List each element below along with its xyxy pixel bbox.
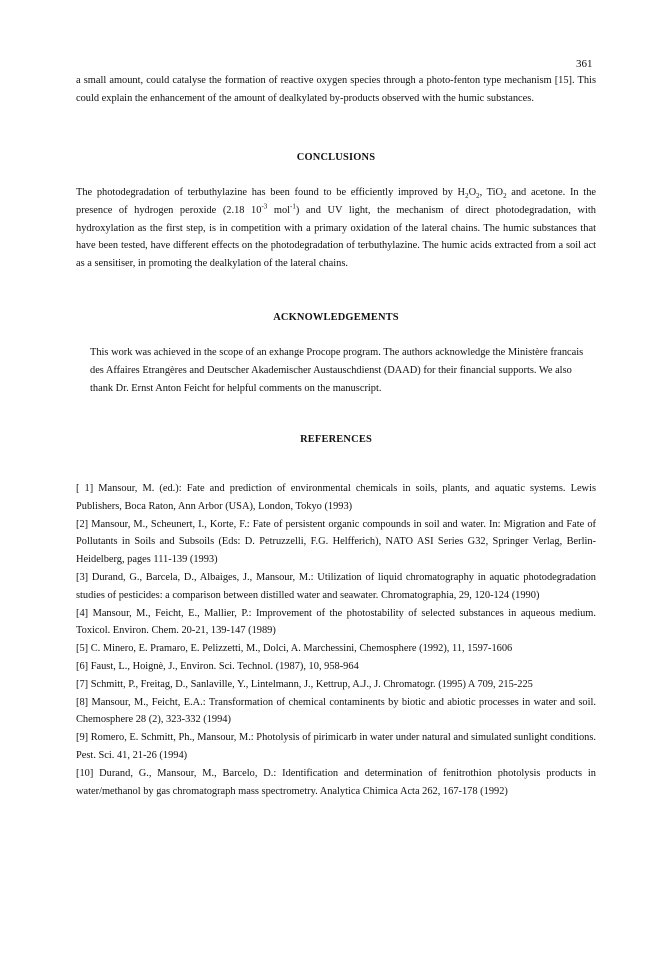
conclusions-paragraph: [76, 184, 596, 273]
subscript: 2: [476, 192, 480, 201]
subscript: 2: [465, 192, 469, 201]
reference-item: [5] C. Minero, E. Pramaro, E. Pelizzetti, M., Dolci, A. Marchessini, Chemosphere (1992), 11, 1597-1606: [76, 643, 513, 655]
conclusions-text-1: The photodegradation of terbuthylazine has been found to be efficiently improved by H: [76, 187, 466, 198]
reference-item: [7] Schmitt, P., Freitag, D., Sanlaville, Y., Lintelmann, J., Kettrup, A.J., J. Chromatogr. (1995) A 709, 215-225: [76, 678, 533, 690]
conclusions-heading: CONCLUSIONS: [296, 152, 376, 163]
reference-item: [10] Durand, G., Mansour, M., Barcelo, D.: Identification and determination of fenitrothion photolysis products in water/methanol by gas chromatograph mass spectrometry. Analytica Chimica Acta 262, 167-178 (1992): [76, 767, 596, 797]
intro-paragraph: a small amount, could catalyse the formation of reactive oxygen species through a photo-fenton type mechanism [15]. This could explain the enhancement of the amount of dealkylated by-products observed with the humic substances.: [76, 75, 596, 104]
conclusions-text-6: ) and UV light, the mechanism of direct photodegradation, with hydroxylation as the first step, is in competition with a primary oxidation of the lateral chains. The humic substances that have been tested, have different effects on the photodegradation of terbuthylazine. The humic acids extracted from a soil act as a sensitiser, in promoting the dealkylation of the lateral chains.: [76, 204, 596, 270]
reference-item: [ 1] Mansour, M. (ed.): Fate and prediction of environmental chemicals in soils, plants, and aquatic systems. Lewis Publishers, Boca Raton, Ann Arbor (USA), London, Tokyo (1993): [76, 483, 596, 512]
conclusions-text-4: and acetone. In the presence of hydrogen peroxide (2.18 10: [76, 187, 596, 216]
acknowledgements-heading: ACKNOWLEDGEMENTS: [273, 312, 399, 323]
conclusions-text-5: mol: [267, 204, 291, 216]
references-list: [76, 480, 596, 800]
subscript: 2: [503, 192, 507, 201]
reference-item: [9] Romero, E. Schmitt, Ph., Mansour, M.: Photolysis of pirimicarb in water under natural and simulated sunlight conditions. Pest. Sci. 41, 21-26 (1994): [76, 732, 596, 761]
superscript: -3: [261, 202, 268, 211]
page-number: 361: [576, 58, 593, 70]
acknowledgements-paragraph: This work was achieved in the scope of an exhange Procope program. The authors acknowledge the Ministère francais des Affaires Etrangères and Deutscher Akademischer Austauschdienst (DAAD) for their financial supports. We also thank Dr. Ernst Anton Feicht for helpful comments on the manuscript.: [90, 347, 584, 394]
conclusions-text-3: , TiO: [479, 187, 504, 198]
reference-item: [3] Durand, G., Barcela, D., Albaiges, J., Mansour, M.: Utilization of liquid chromatography in aquatic photodegradation studies of pesticides: a comparison between distilled water and seawater. Chromatographia, 29, 120-124 (1990): [76, 571, 596, 601]
reference-item: [4] Mansour, M., Feicht, E., Mallier, P.: Improvement of the photostability of selected substances in aqueous medium. Toxicol. Environ. Chem. 20-21, 139-147 (1989): [76, 607, 596, 637]
superscript: -1: [290, 202, 296, 211]
reference-item: [6] Faust, L., Hoignè, J., Environ. Sci. Technol. (1987), 10, 958-964: [76, 660, 359, 672]
reference-item: [2] Mansour, M., Scheunert, I., Korte, F.: Fate of persistent organic compounds in soil and water. In: Migration and Fate of Pollutants in Soils and Subsoils (Eds: D. Petruzzelli, F.G. Helfferich), NATO ASI Series G32, Springer Verlag, Berlin-Heidelberg, pages 111-139 (1993): [76, 518, 596, 566]
references-heading: REFERENCES: [300, 434, 372, 445]
reference-item: [8] Mansour, M., Feicht, E.A.: Transformation of chemical contaminents by biotic and abiotic processes in water and soil. Chemosphere 28 (2), 323-332 (1994): [76, 696, 596, 726]
conclusions-text-2: O: [468, 187, 477, 198]
